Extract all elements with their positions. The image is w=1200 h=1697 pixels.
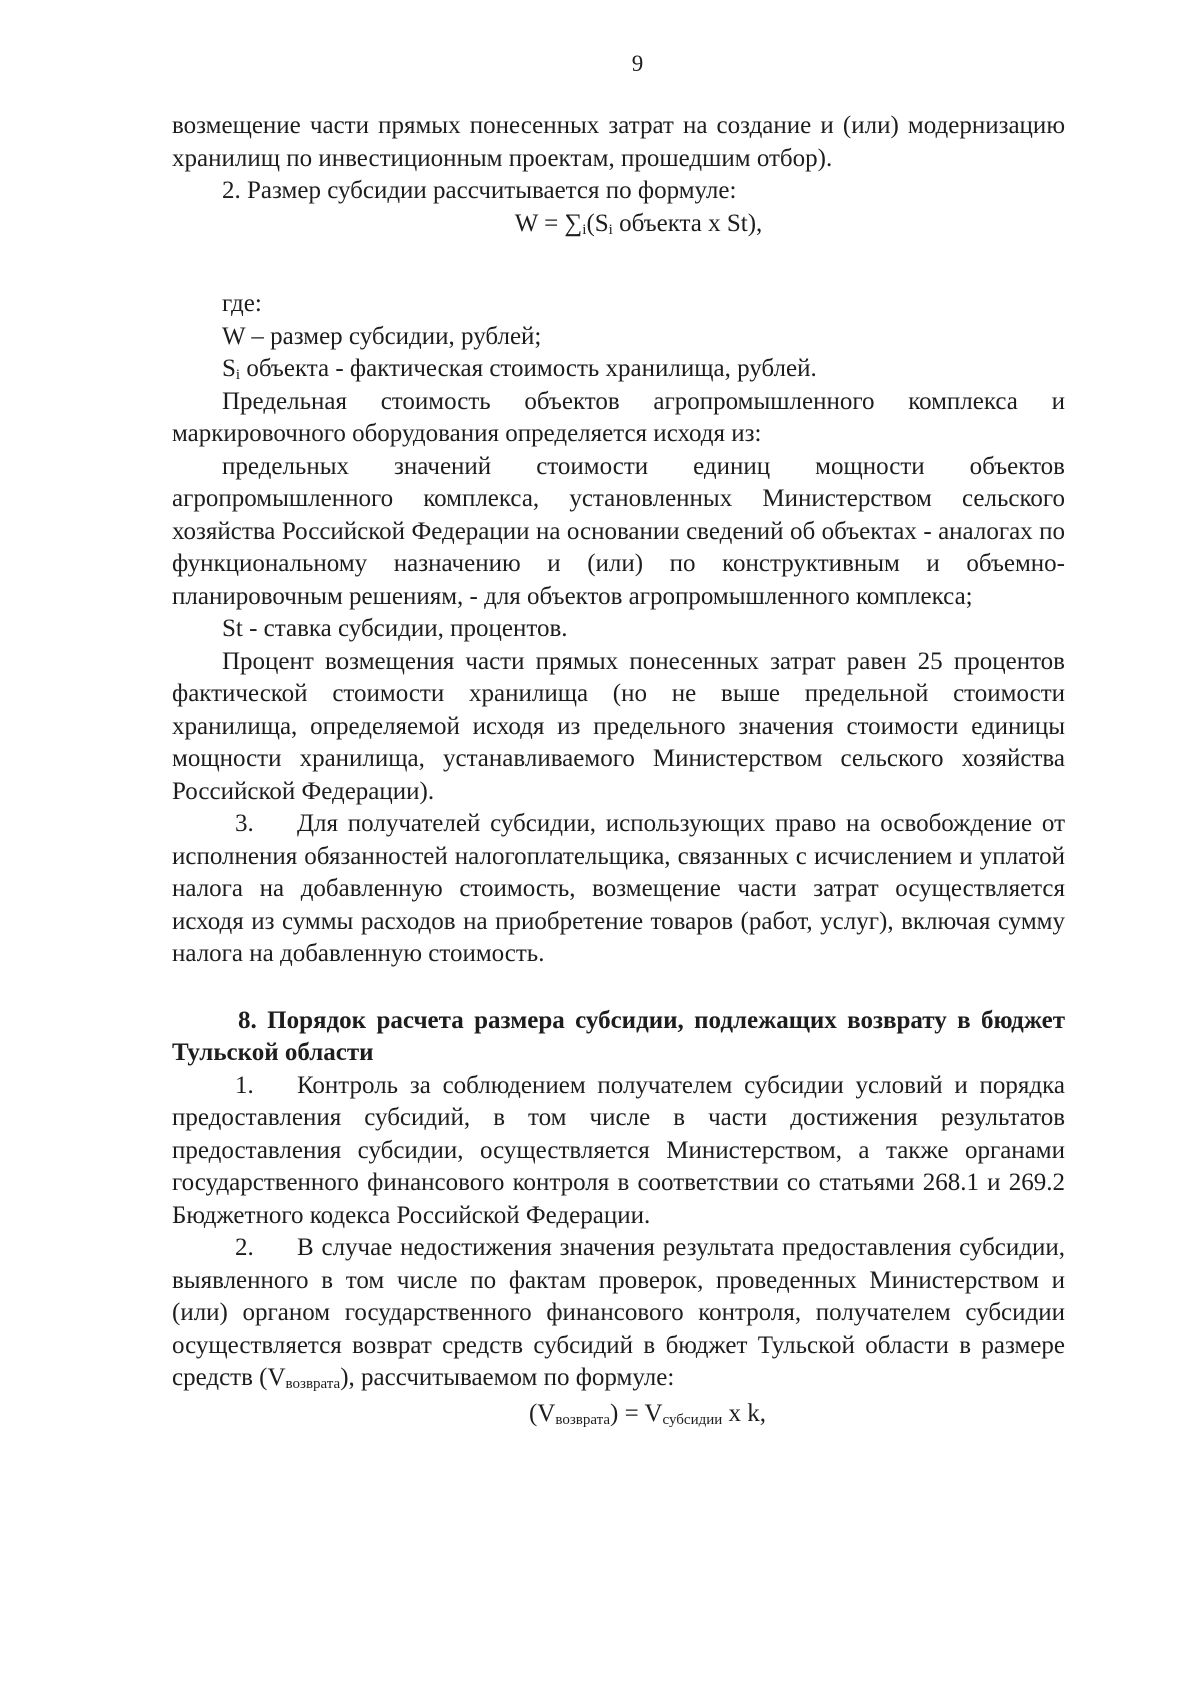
section-8-item-2: [172, 1232, 1065, 1395]
formula-end: x k,: [722, 1399, 767, 1427]
section-8-item-1: [172, 1070, 1065, 1233]
item-number: 3.: [235, 810, 254, 837]
paragraph-item-3: [172, 808, 1065, 971]
paragraph-limit-cost: Предельная стоимость объектов агропромышленного комплекса и маркировочного оборудования определяется исходя из:: [172, 387, 1065, 447]
paragraph-item-2: [172, 175, 1065, 208]
item-number: 1.: [235, 1071, 254, 1099]
formula-open: (V: [528, 1399, 556, 1427]
item-number: 2.: [235, 1234, 254, 1261]
item-text: Размер субсидии рассчитывается по формуле:: [247, 177, 737, 204]
subscript-subsidy: субсидии: [662, 1411, 723, 1428]
formula-return: [230, 1398, 1065, 1431]
definition-w: W – размер субсидии, рублей;: [222, 322, 542, 350]
subscript-return: возврата: [555, 1411, 610, 1428]
definition-st: St - ставка субсидии, процентов.: [222, 615, 568, 642]
item-text: В случае недостижения значения результата предоставления субсидии, выявленного в том числе по фактам проверок, проведенных Министерством и (или) органом государственного финансового контроля, получателем субсидии осуществляется возврат средств субсидий в бюджет Тульской области в размере средств (V: [172, 1234, 1065, 1391]
item-text: Контроль за соблюдением получателем субсидии условий и порядка предоставления субсидий, в том числе в части достижения результатов предоставления субсидии, осуществляется Министерством, а также органами государственного финансового контроля в соответствии со статьями 268.1 и 269.2 Бюджетного кодекса Российской Федерации.: [172, 1071, 1065, 1229]
definition-si-text: объекта - фактическая стоимость хранилища, рублей.: [240, 355, 817, 382]
paragraph-limit-values: предельных значений стоимости единиц мощности объектов агропромышленного комплекса, установленных Министерством сельского хозяйства Российской Федерации на основании сведений об объектах - аналогах по функциональному назначению и (или) по конструктивным и объемно-планировочным решениям, - для объектов агропромышленного комплекса;: [172, 452, 1065, 610]
item-text: Для получателей субсидии, использующих право на освобождение от исполнения обязанностей налогоплательщика, связанных с исчислением и уплатой налога на добавленную стоимость, возмещение части затрат осуществляется исходя из суммы расходов на приобретение товаров (работ, услуг), включая сумму налога на добавленную стоимость.: [172, 810, 1065, 967]
symbol-s: S: [222, 355, 236, 382]
item-text-end: ), рассчитываемом по формуле:: [340, 1364, 675, 1391]
section-8-heading: 8. Порядок расчета размера субсидии, подлежащих возврату в бюджет Тульской области: [172, 1006, 1065, 1066]
page-number: 9: [631, 51, 644, 76]
item-number: 2.: [222, 177, 241, 204]
subscript-return: возврата: [285, 1376, 341, 1392]
paragraph-percent: Процент возмещения части прямых понесенных затрат равен 25 процентов фактической стоимости хранилища (но не выше предельной стоимости хранилища, определяемой исходя из предельного значения стоимости единицы мощности хранилища, устанавливаемого Министерством сельского хозяйства Российской Федерации).: [172, 647, 1065, 805]
subscript-i: i: [235, 367, 241, 383]
paragraph-continuation: возмещение части прямых понесенных затрат на создание и (или) модернизацию хранилищ по инвестиционным проектам, прошедшим отбор).: [172, 112, 1065, 172]
definition-si: [172, 353, 1065, 386]
formula-mid: ) = V: [610, 1399, 663, 1427]
formula-subsidy: $W = \sum_i(S_i$ объекта x St),: [514, 209, 763, 238]
where-label: где:: [222, 290, 262, 317]
